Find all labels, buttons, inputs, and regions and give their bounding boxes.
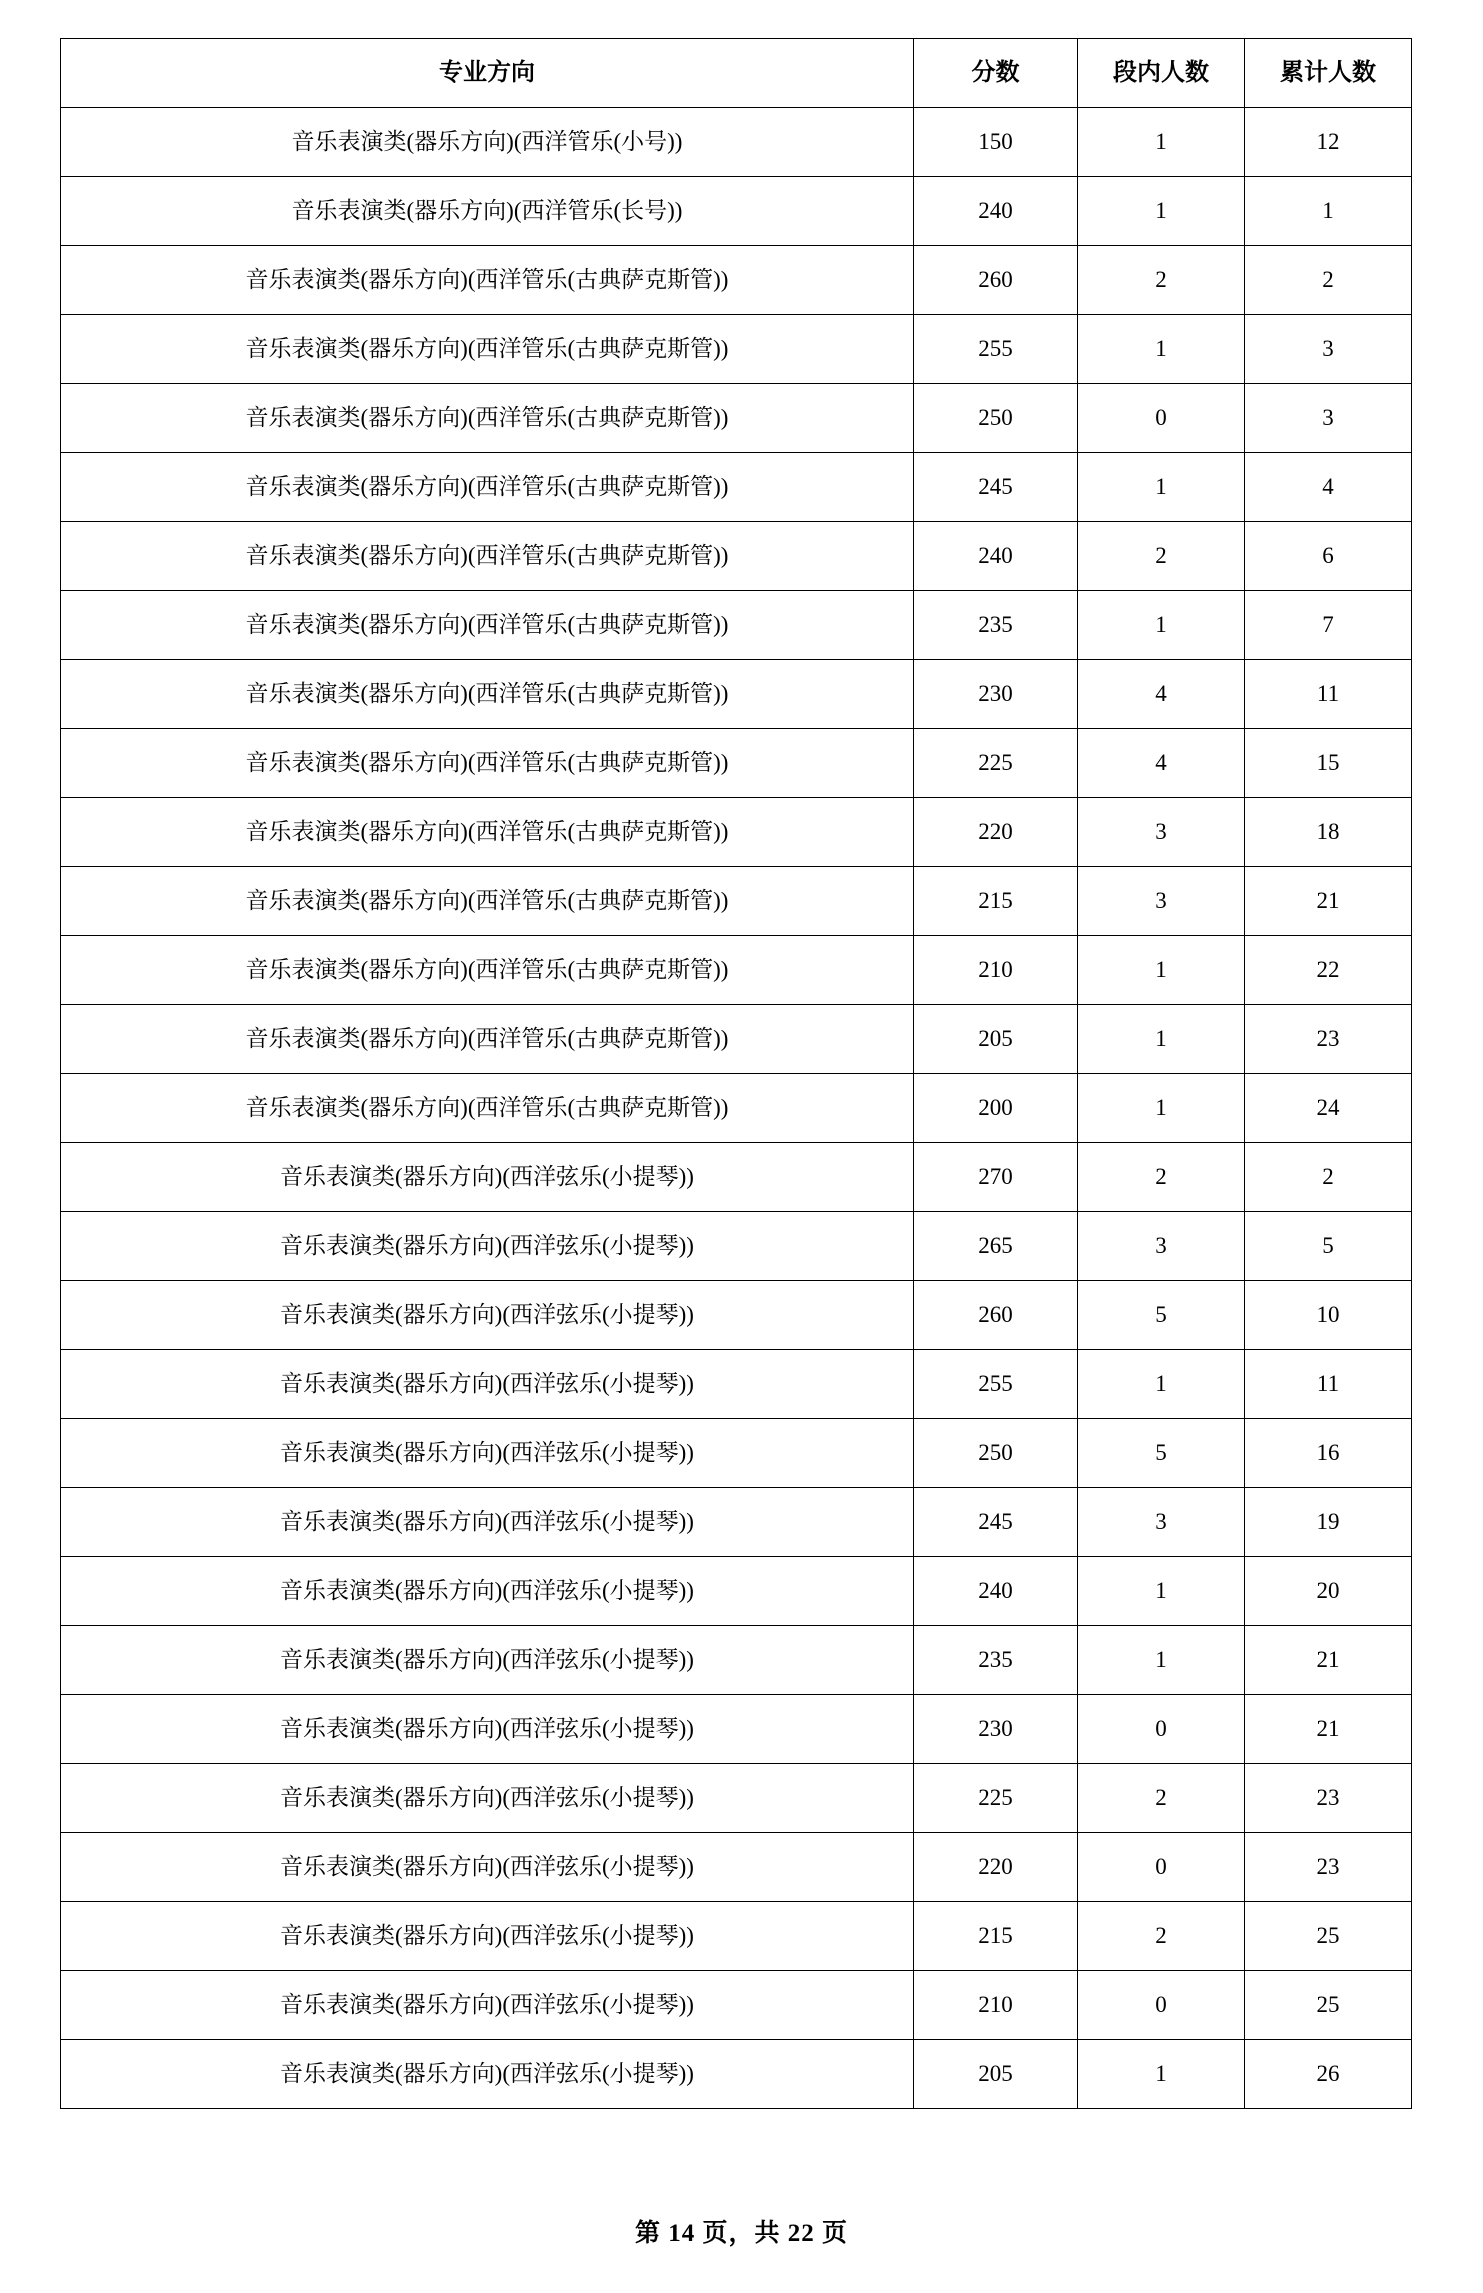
cell-segment-count: 1 xyxy=(1078,1350,1245,1419)
table-body xyxy=(61,108,1412,2109)
score-distribution-table xyxy=(60,38,1412,2109)
table-row xyxy=(61,1074,1412,1143)
table-row xyxy=(61,522,1412,591)
cell-cumulative-count: 11 xyxy=(1245,660,1412,729)
cell-score: 230 xyxy=(914,1695,1078,1764)
cell-major: 音乐表演类(器乐方向)(西洋弦乐(小提琴)) xyxy=(61,2040,914,2109)
table-row xyxy=(61,1281,1412,1350)
cell-score: 205 xyxy=(914,1005,1078,1074)
table-row xyxy=(61,1488,1412,1557)
cell-major: 音乐表演类(器乐方向)(西洋管乐(长号)) xyxy=(61,177,914,246)
table-row xyxy=(61,1350,1412,1419)
cell-segment-count: 4 xyxy=(1078,729,1245,798)
cell-segment-count: 0 xyxy=(1078,384,1245,453)
column-header-score: 分数 xyxy=(914,39,1078,108)
table-row xyxy=(61,1902,1412,1971)
cell-segment-count: 4 xyxy=(1078,660,1245,729)
cell-major: 音乐表演类(器乐方向)(西洋弦乐(小提琴)) xyxy=(61,1350,914,1419)
cell-major: 音乐表演类(器乐方向)(西洋弦乐(小提琴)) xyxy=(61,1902,914,1971)
cell-score: 240 xyxy=(914,177,1078,246)
cell-major: 音乐表演类(器乐方向)(西洋弦乐(小提琴)) xyxy=(61,1971,914,2040)
table-row xyxy=(61,177,1412,246)
cell-major: 音乐表演类(器乐方向)(西洋管乐(古典萨克斯管)) xyxy=(61,246,914,315)
cell-segment-count: 5 xyxy=(1078,1281,1245,1350)
cell-score: 150 xyxy=(914,108,1078,177)
cell-segment-count: 2 xyxy=(1078,1902,1245,1971)
cell-major: 音乐表演类(器乐方向)(西洋管乐(古典萨克斯管)) xyxy=(61,1005,914,1074)
table-row xyxy=(61,453,1412,522)
cell-score: 220 xyxy=(914,798,1078,867)
table-row xyxy=(61,729,1412,798)
cell-segment-count: 2 xyxy=(1078,1764,1245,1833)
table-header-row xyxy=(61,39,1412,108)
cell-segment-count: 2 xyxy=(1078,522,1245,591)
cell-major: 音乐表演类(器乐方向)(西洋弦乐(小提琴)) xyxy=(61,1488,914,1557)
table-row xyxy=(61,108,1412,177)
table-row xyxy=(61,660,1412,729)
cell-segment-count: 1 xyxy=(1078,936,1245,1005)
column-header-segment-count: 段内人数 xyxy=(1078,39,1245,108)
cell-cumulative-count: 26 xyxy=(1245,2040,1412,2109)
table-row xyxy=(61,798,1412,867)
cell-segment-count: 3 xyxy=(1078,867,1245,936)
cell-major: 音乐表演类(器乐方向)(西洋弦乐(小提琴)) xyxy=(61,1143,914,1212)
cell-score: 245 xyxy=(914,453,1078,522)
cell-segment-count: 3 xyxy=(1078,1488,1245,1557)
cell-segment-count: 2 xyxy=(1078,1143,1245,1212)
cell-cumulative-count: 18 xyxy=(1245,798,1412,867)
cell-cumulative-count: 15 xyxy=(1245,729,1412,798)
column-header-major: 专业方向 xyxy=(61,39,914,108)
cell-cumulative-count: 23 xyxy=(1245,1833,1412,1902)
cell-cumulative-count: 25 xyxy=(1245,1902,1412,1971)
cell-cumulative-count: 11 xyxy=(1245,1350,1412,1419)
cell-major: 音乐表演类(器乐方向)(西洋弦乐(小提琴)) xyxy=(61,1281,914,1350)
cell-score: 230 xyxy=(914,660,1078,729)
cell-segment-count: 1 xyxy=(1078,108,1245,177)
cell-score: 250 xyxy=(914,384,1078,453)
table-row xyxy=(61,384,1412,453)
table-row xyxy=(61,1212,1412,1281)
cell-major: 音乐表演类(器乐方向)(西洋管乐(古典萨克斯管)) xyxy=(61,936,914,1005)
table-row xyxy=(61,1764,1412,1833)
cell-score: 235 xyxy=(914,591,1078,660)
cell-cumulative-count: 23 xyxy=(1245,1764,1412,1833)
cell-major: 音乐表演类(器乐方向)(西洋管乐(古典萨克斯管)) xyxy=(61,315,914,384)
cell-major: 音乐表演类(器乐方向)(西洋弦乐(小提琴)) xyxy=(61,1557,914,1626)
table-row xyxy=(61,591,1412,660)
cell-cumulative-count: 10 xyxy=(1245,1281,1412,1350)
cell-segment-count: 0 xyxy=(1078,1971,1245,2040)
cell-major: 音乐表演类(器乐方向)(西洋管乐(小号)) xyxy=(61,108,914,177)
cell-cumulative-count: 24 xyxy=(1245,1074,1412,1143)
cell-major: 音乐表演类(器乐方向)(西洋管乐(古典萨克斯管)) xyxy=(61,384,914,453)
cell-cumulative-count: 19 xyxy=(1245,1488,1412,1557)
cell-major: 音乐表演类(器乐方向)(西洋弦乐(小提琴)) xyxy=(61,1212,914,1281)
cell-cumulative-count: 2 xyxy=(1245,246,1412,315)
cell-score: 220 xyxy=(914,1833,1078,1902)
cell-segment-count: 5 xyxy=(1078,1419,1245,1488)
cell-major: 音乐表演类(器乐方向)(西洋管乐(古典萨克斯管)) xyxy=(61,453,914,522)
cell-score: 210 xyxy=(914,936,1078,1005)
cell-cumulative-count: 22 xyxy=(1245,936,1412,1005)
cell-major: 音乐表演类(器乐方向)(西洋弦乐(小提琴)) xyxy=(61,1695,914,1764)
table-header xyxy=(61,39,1412,108)
cell-score: 225 xyxy=(914,1764,1078,1833)
cell-cumulative-count: 21 xyxy=(1245,1626,1412,1695)
table-row xyxy=(61,867,1412,936)
cell-major: 音乐表演类(器乐方向)(西洋管乐(古典萨克斯管)) xyxy=(61,522,914,591)
cell-segment-count: 1 xyxy=(1078,2040,1245,2109)
cell-cumulative-count: 3 xyxy=(1245,384,1412,453)
cell-score: 250 xyxy=(914,1419,1078,1488)
cell-score: 215 xyxy=(914,1902,1078,1971)
cell-score: 255 xyxy=(914,1350,1078,1419)
cell-score: 210 xyxy=(914,1971,1078,2040)
table-row xyxy=(61,1971,1412,2040)
cell-cumulative-count: 6 xyxy=(1245,522,1412,591)
table-row xyxy=(61,1557,1412,1626)
cell-cumulative-count: 4 xyxy=(1245,453,1412,522)
cell-cumulative-count: 21 xyxy=(1245,1695,1412,1764)
cell-segment-count: 1 xyxy=(1078,177,1245,246)
cell-segment-count: 1 xyxy=(1078,1626,1245,1695)
cell-cumulative-count: 23 xyxy=(1245,1005,1412,1074)
cell-major: 音乐表演类(器乐方向)(西洋弦乐(小提琴)) xyxy=(61,1833,914,1902)
cell-major: 音乐表演类(器乐方向)(西洋管乐(古典萨克斯管)) xyxy=(61,729,914,798)
cell-cumulative-count: 1 xyxy=(1245,177,1412,246)
table-row xyxy=(61,315,1412,384)
cell-segment-count: 2 xyxy=(1078,246,1245,315)
cell-segment-count: 0 xyxy=(1078,1833,1245,1902)
cell-segment-count: 3 xyxy=(1078,798,1245,867)
cell-cumulative-count: 2 xyxy=(1245,1143,1412,1212)
cell-major: 音乐表演类(器乐方向)(西洋管乐(古典萨克斯管)) xyxy=(61,867,914,936)
cell-score: 270 xyxy=(914,1143,1078,1212)
cell-major: 音乐表演类(器乐方向)(西洋弦乐(小提琴)) xyxy=(61,1764,914,1833)
cell-score: 240 xyxy=(914,1557,1078,1626)
cell-score: 235 xyxy=(914,1626,1078,1695)
cell-segment-count: 0 xyxy=(1078,1695,1245,1764)
cell-cumulative-count: 5 xyxy=(1245,1212,1412,1281)
cell-major: 音乐表演类(器乐方向)(西洋弦乐(小提琴)) xyxy=(61,1419,914,1488)
cell-segment-count: 1 xyxy=(1078,315,1245,384)
cell-cumulative-count: 12 xyxy=(1245,108,1412,177)
cell-cumulative-count: 20 xyxy=(1245,1557,1412,1626)
cell-major: 音乐表演类(器乐方向)(西洋管乐(古典萨克斯管)) xyxy=(61,660,914,729)
table-row xyxy=(61,936,1412,1005)
table-row xyxy=(61,1005,1412,1074)
cell-segment-count: 1 xyxy=(1078,591,1245,660)
cell-segment-count: 1 xyxy=(1078,1074,1245,1143)
cell-segment-count: 1 xyxy=(1078,1557,1245,1626)
column-header-cumulative-count: 累计人数 xyxy=(1245,39,1412,108)
table-row xyxy=(61,1695,1412,1764)
cell-major: 音乐表演类(器乐方向)(西洋弦乐(小提琴)) xyxy=(61,1626,914,1695)
cell-major: 音乐表演类(器乐方向)(西洋管乐(古典萨克斯管)) xyxy=(61,591,914,660)
cell-score: 260 xyxy=(914,1281,1078,1350)
cell-score: 265 xyxy=(914,1212,1078,1281)
cell-score: 205 xyxy=(914,2040,1078,2109)
cell-score: 225 xyxy=(914,729,1078,798)
table-row xyxy=(61,246,1412,315)
table-row xyxy=(61,1419,1412,1488)
cell-score: 255 xyxy=(914,315,1078,384)
table-row xyxy=(61,2040,1412,2109)
cell-score: 260 xyxy=(914,246,1078,315)
cell-segment-count: 1 xyxy=(1078,453,1245,522)
cell-major: 音乐表演类(器乐方向)(西洋管乐(古典萨克斯管)) xyxy=(61,798,914,867)
cell-score: 200 xyxy=(914,1074,1078,1143)
cell-cumulative-count: 3 xyxy=(1245,315,1412,384)
cell-cumulative-count: 7 xyxy=(1245,591,1412,660)
cell-major: 音乐表演类(器乐方向)(西洋管乐(古典萨克斯管)) xyxy=(61,1074,914,1143)
cell-cumulative-count: 16 xyxy=(1245,1419,1412,1488)
cell-score: 240 xyxy=(914,522,1078,591)
cell-score: 215 xyxy=(914,867,1078,936)
cell-segment-count: 3 xyxy=(1078,1212,1245,1281)
cell-cumulative-count: 21 xyxy=(1245,867,1412,936)
page-footer: 第 14 页，共 22 页 xyxy=(634,2220,848,2247)
cell-score: 245 xyxy=(914,1488,1078,1557)
table-row xyxy=(61,1833,1412,1902)
cell-cumulative-count: 25 xyxy=(1245,1971,1412,2040)
cell-segment-count: 1 xyxy=(1078,1005,1245,1074)
table-row xyxy=(61,1626,1412,1695)
table-row xyxy=(61,1143,1412,1212)
